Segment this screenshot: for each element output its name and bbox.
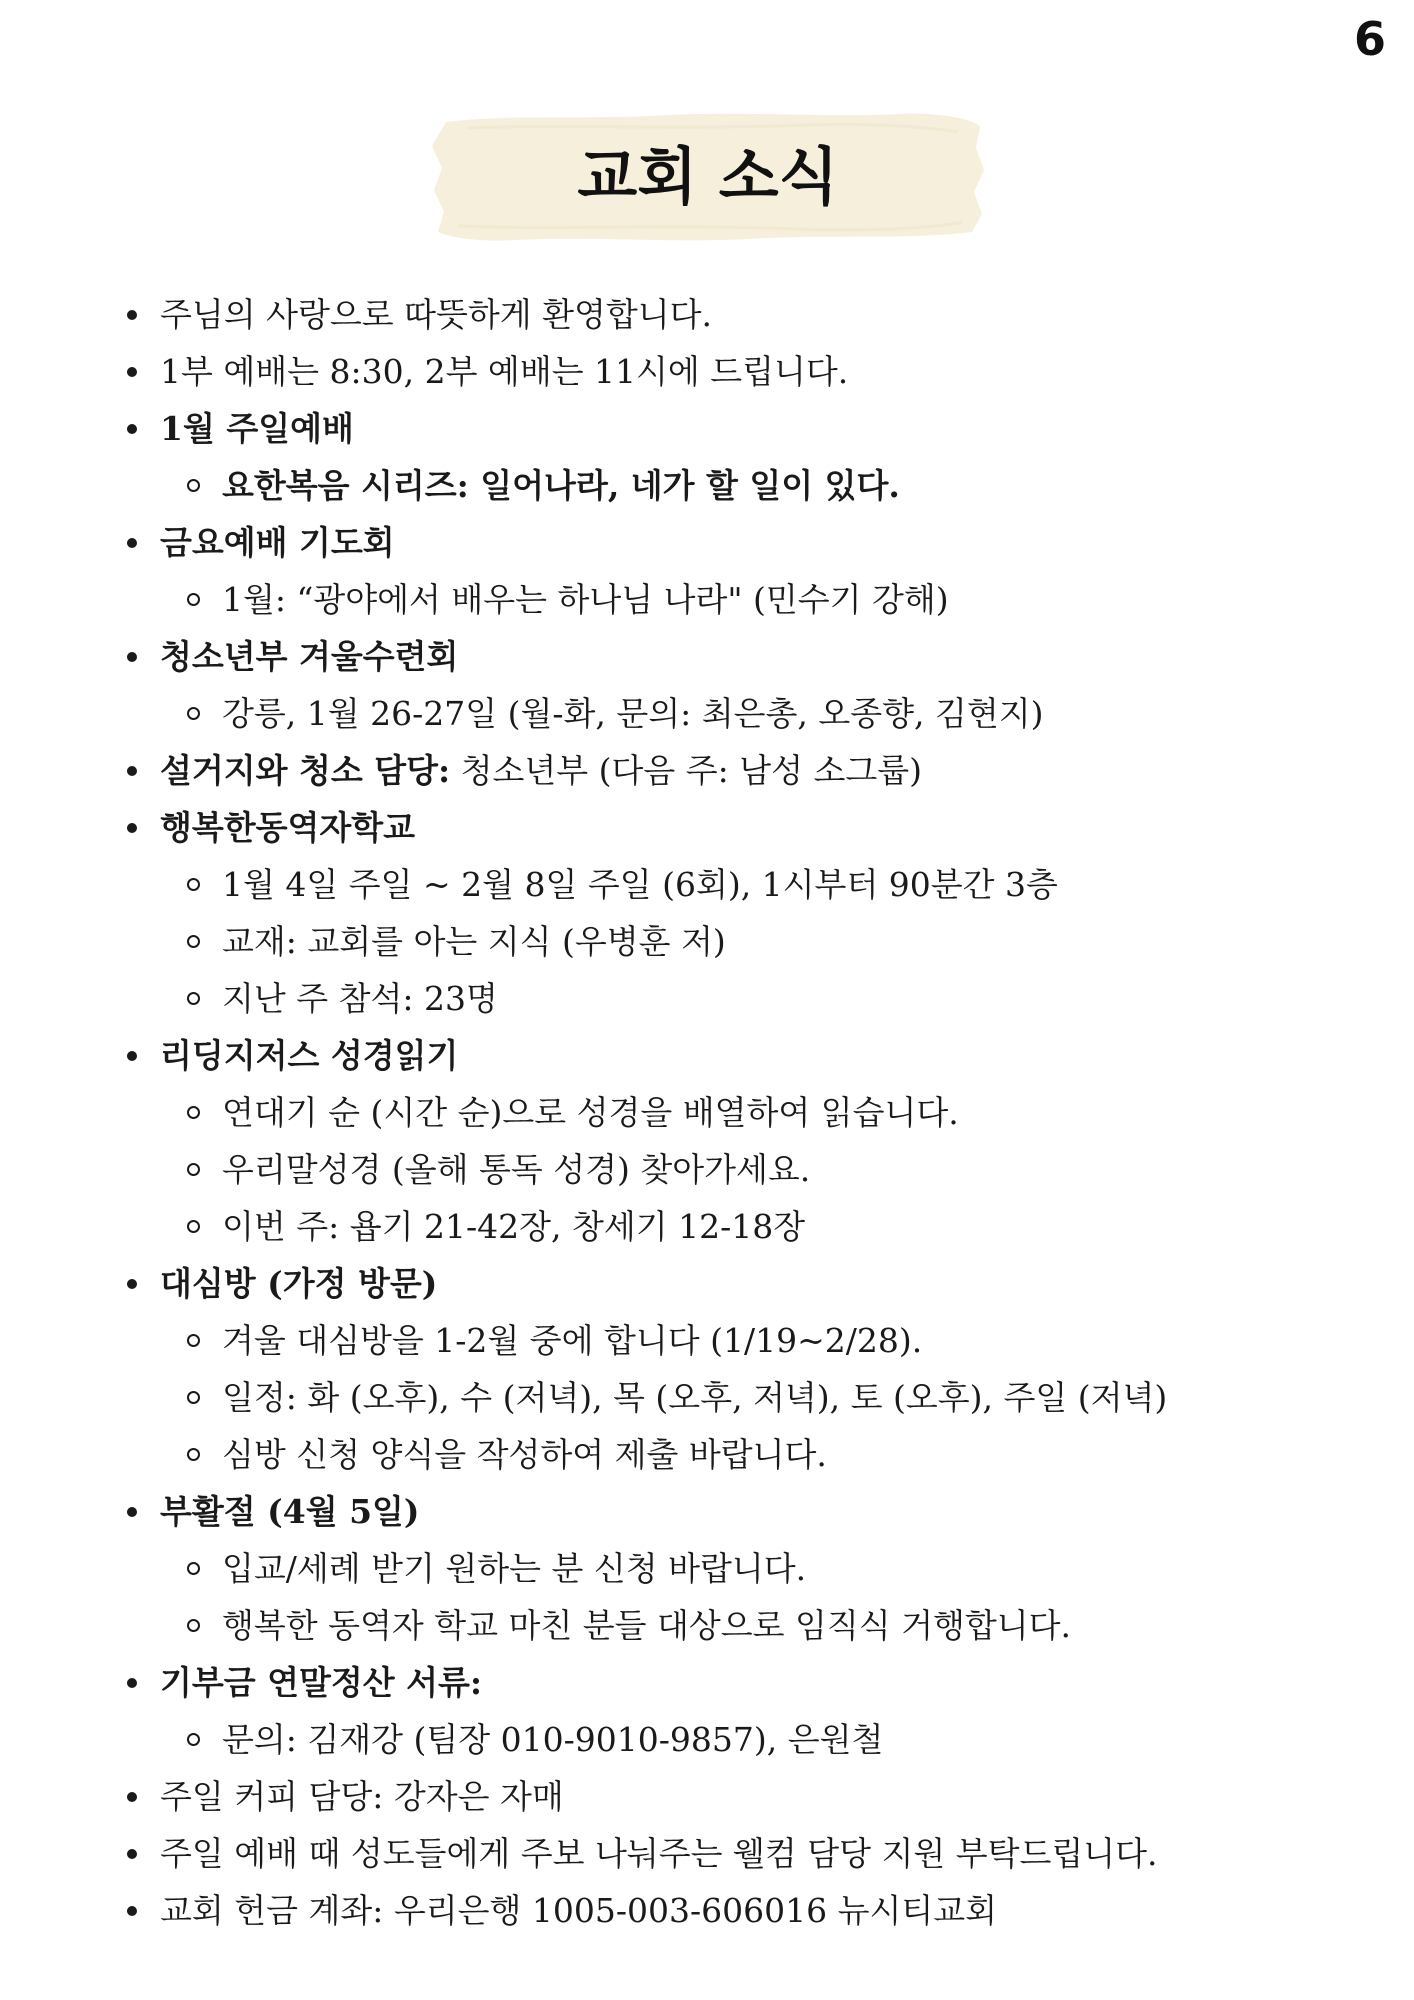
- item-text: 1월 4일 주일 ~ 2월 8일 주일 (6회), 1시부터 90분간 3층: [222, 865, 1058, 904]
- list-item-welcome-team: [0, 1825, 1414, 1882]
- list-item-bible-reading: [0, 1027, 1414, 1084]
- news-list: [0, 286, 1414, 1939]
- sub-item-school-attendance: [0, 970, 1414, 1027]
- sub-item-numbers-lecture: [0, 571, 1414, 628]
- list-item-home-visits: [0, 1255, 1414, 1312]
- list-item-welcome: [0, 286, 1414, 343]
- page-title: 교회 소식: [577, 140, 839, 213]
- item-text: 교재: 교회를 아는 지식 (우병훈 저): [222, 922, 726, 961]
- item-label: 설거지와 청소 담당:: [160, 751, 451, 790]
- sub-item-donation-contact: [0, 1711, 1414, 1768]
- item-text: 1부 예배는 8:30, 2부 예배는 11시에 드립니다.: [160, 352, 849, 391]
- list-item-youth-retreat: [0, 628, 1414, 685]
- item-text: 심방 신청 양식을 작성하여 제출 바랍니다.: [222, 1435, 827, 1474]
- list-item-coworker-school: [0, 799, 1414, 856]
- sub-item-visit-period: [0, 1312, 1414, 1369]
- item-text: 1월: “광야에서 배우는 하나님 나라" (민수기 강해): [222, 580, 949, 619]
- item-text: 주일 예배 때 성도들에게 주보 나눠주는 웰컴 담당 지원 부탁드립니다.: [160, 1834, 1158, 1873]
- sub-item-bible-pickup: [0, 1141, 1414, 1198]
- item-text: 문의: 김재강 (팀장 010-9010-9857), 은원철: [222, 1720, 884, 1759]
- list-item-cleaning-duty: [0, 742, 1414, 799]
- list-item-offering-account: [0, 1882, 1414, 1939]
- item-text: 청소년부 (다음 주: 남성 소그룹): [450, 751, 923, 790]
- sub-item-ordination: [0, 1597, 1414, 1654]
- list-item-sunday-service: [0, 400, 1414, 457]
- list-item-friday-prayer: [0, 514, 1414, 571]
- item-text: 행복한 동역자 학교 마친 분들 대상으로 임직식 거행합니다.: [222, 1606, 1071, 1645]
- item-text: 교회 헌금 계좌: 우리은행 1005-003-606016 뉴시티교회: [160, 1891, 997, 1930]
- item-text: 이번 주: 욥기 21-42장, 창세기 12-18장: [222, 1207, 806, 1246]
- list-item-donation-receipts: [0, 1654, 1414, 1711]
- item-text: 주님의 사랑으로 따뜻하게 환영합니다.: [160, 295, 713, 334]
- item-text: 청소년부 겨울수련회: [160, 637, 459, 676]
- list-item-coffee-duty: [0, 1768, 1414, 1825]
- item-text: 주일 커피 담당: 강자은 자매: [160, 1777, 564, 1816]
- item-text: 금요예배 기도회: [160, 523, 395, 562]
- item-text: 대심방 (가정 방문): [160, 1264, 438, 1303]
- sub-item-chronological: [0, 1084, 1414, 1141]
- item-text: 기부금 연말정산 서류:: [160, 1663, 483, 1702]
- sub-item-this-week-reading: [0, 1198, 1414, 1255]
- sub-item-john-series: [0, 457, 1414, 514]
- item-text: 입교/세례 받기 원하는 분 신청 바랍니다.: [222, 1549, 807, 1588]
- item-text: 연대기 순 (시간 순)으로 성경을 배열하여 읽습니다.: [222, 1093, 959, 1132]
- page-number: 6: [1353, 12, 1386, 66]
- item-text: 1월 주일예배: [160, 409, 354, 448]
- item-text: 리딩지저스 성경읽기: [160, 1036, 459, 1075]
- list-item-easter: [0, 1483, 1414, 1540]
- item-text: 일정: 화 (오후), 수 (저녁), 목 (오후, 저녁), 토 (오후), 주일 (저녁): [222, 1378, 1168, 1417]
- sub-item-school-textbook: [0, 913, 1414, 970]
- title-banner: [428, 108, 988, 246]
- item-text: 부활절 (4월 5일): [160, 1492, 420, 1531]
- sub-item-retreat-details: [0, 685, 1414, 742]
- list-item-service-times: [0, 343, 1414, 400]
- item-text: 지난 주 참석: 23명: [222, 979, 498, 1018]
- sub-item-visit-form: [0, 1426, 1414, 1483]
- item-text: 겨울 대심방을 1-2월 중에 합니다 (1/19~2/28).: [222, 1321, 923, 1360]
- sub-item-visit-schedule: [0, 1369, 1414, 1426]
- sub-item-school-schedule: [0, 856, 1414, 913]
- sub-item-baptism: [0, 1540, 1414, 1597]
- item-text: 요한복음 시리즈: 일어나라, 네가 할 일이 있다.: [222, 466, 900, 505]
- item-text: 강릉, 1월 26-27일 (월-화, 문의: 최은총, 오종향, 김현지): [222, 694, 1044, 733]
- item-text: 행복한동역자학교: [160, 808, 416, 847]
- item-text: 우리말성경 (올해 통독 성경) 찾아가세요.: [222, 1150, 811, 1189]
